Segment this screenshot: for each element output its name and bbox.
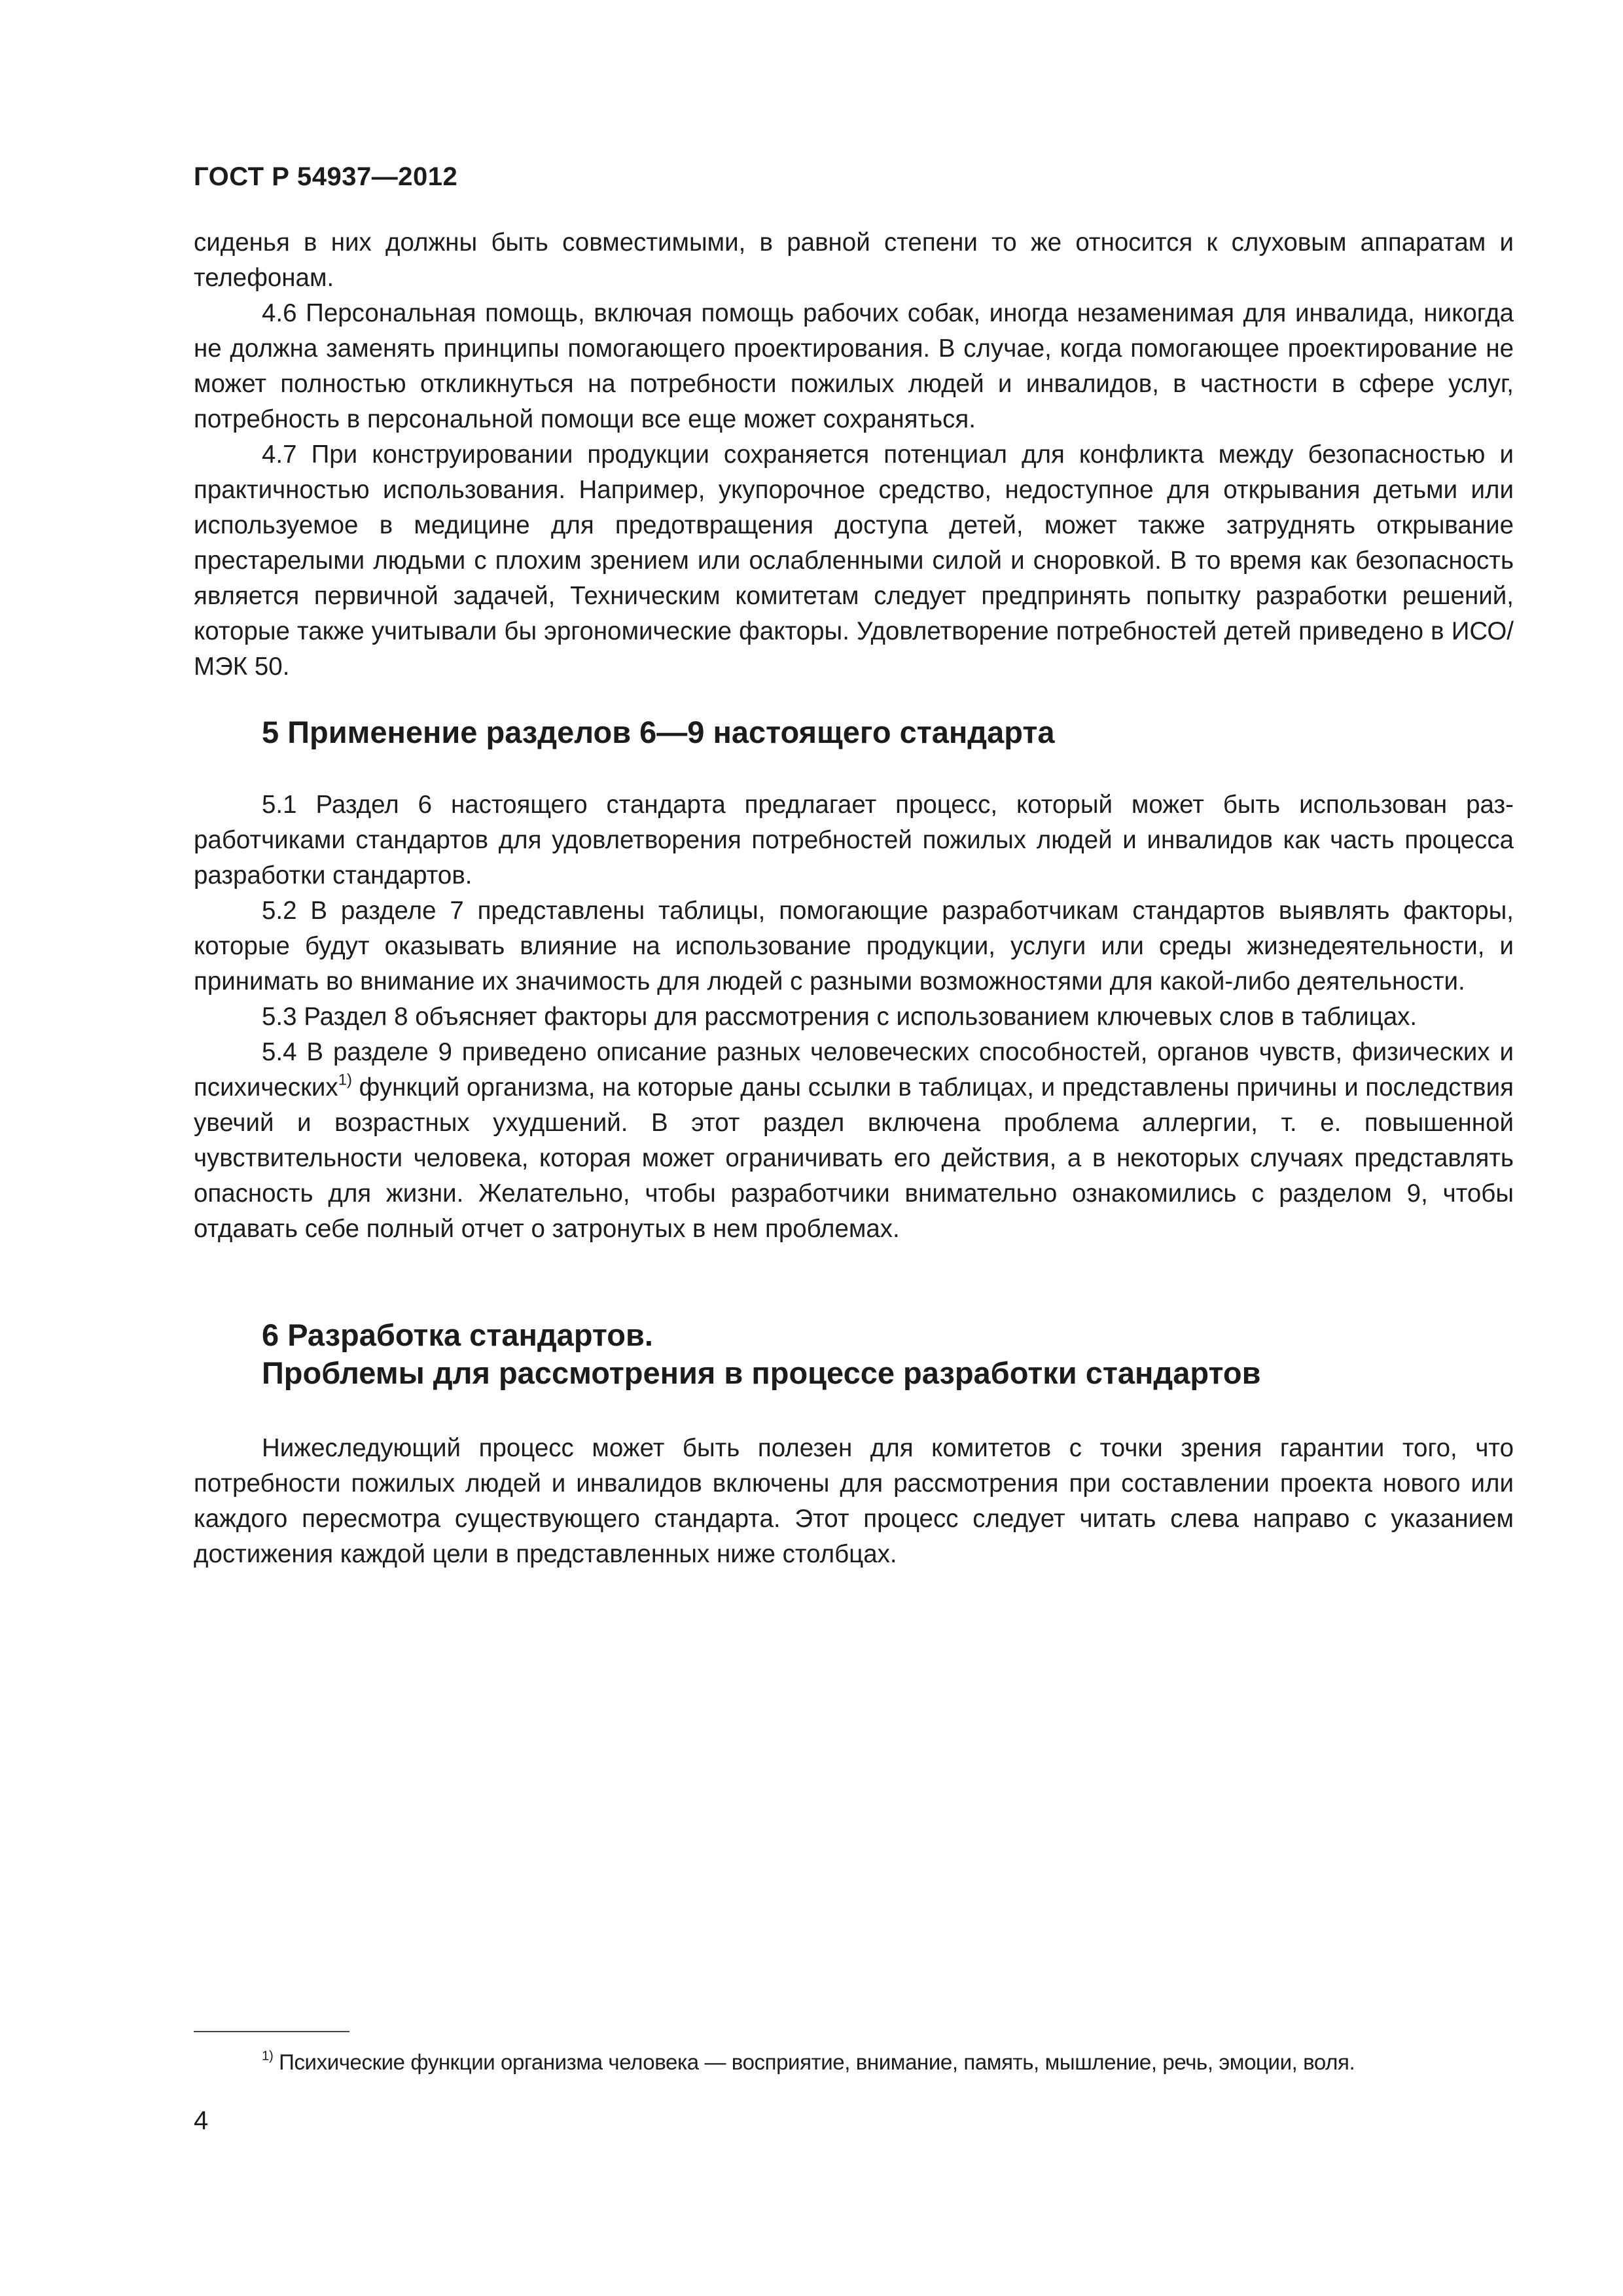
page-number: 4 [194,2106,209,2135]
paragraph-4-6: 4.6 Персональная помощь, включая помощь рабочих собак, иногда незаменимая для инвалида, никогда не должна заменять принципы помогающего проектирования. В случае, когда помогающее проектирование не может полностью откликнуться на потребности пожилых людей и инвалидов, в частности в сфере услуг, потребность в персональной помощи все еще может сохраняться. [194,299,1514,433]
paragraph-5-1: 5.1 Раздел 6 настоящего стандарта предлагает процесс, который может быть использован разработчиками стандартов для удовлетворения потребностей пожилых людей и инвалидов как часть процесса разработки стандартов. [194,791,1514,889]
paragraph-4-7: 4.7 При конструировании продукции сохраняется потенциал для конфликта между безопасностью и практичностью использования. Например, укупорочное средство, недоступное для открывания детьми или используемое в медицине для предотвращения доступа детей, может также затруднять открывание престарелыми людьми с плохим зрением или ослабленными силой и сноровкой. В то время как безопасность является первичной задачей, Техническим комитетам следует предпринять попытку разработки решений, которые также учитывали бы эргономические факторы. Удовлетворение потребностей детей приведено в ИСО/МЭК 50. [194,440,1514,681]
footnote-text: Психические функции организма человека — восприятие, внимание, память, мышление, речь, эмоции, воля. [273,2050,1355,2074]
footnote-divider [194,2031,349,2032]
paragraph-5-4-part-a: 5.4 В разделе 9 приведено описание разных человеческих способностей, органов чувств, физических и психических [194,1038,1514,1102]
section-6-body [194,1431,1514,1572]
paragraph-5-4-part-b: функций организма, на которые даны ссылки в таблицах, и представлены причины и последствия увечий и возрастных ухудшений. В этот раздел включена проблема аллергии, т. е. повышенной чувствительности человека, которая может ограничивать его действия, а в некоторых случаях представлять опасность для жизни. Желательно, чтобы разработчики внимательно ознакомились с разделом 9, чтобы отдавать себе полный отчет о затронутых в нем проблемах. [194,1073,1514,1243]
document-header-id: ГОСТ Р 54937—2012 [194,162,458,191]
paragraph-5-4 [194,1035,1514,1247]
footnote-ref-1[interactable]: 1) [338,1071,352,1089]
paragraph-5-3: 5.3 Раздел 8 объясняет факторы для рассмотрения с использованием ключевых слов в таблицах. [262,1003,1418,1031]
intro-block [194,225,1514,685]
section-5-heading: 5 Применение разделов 6—9 настоящего стандарта [262,715,1055,749]
footnote-1 [262,2047,1514,2077]
paragraph-continuation: сиденья в них должны быть совместимыми, в равной степени то же относится к слуховым аппаратам и телефонам. [194,228,1514,292]
section-5-body [194,787,1514,1247]
footnote-marker: 1) [262,2048,274,2064]
paragraph-6-intro: Нижеследующий процесс может быть полезен для комитетов с точки зрения гарантии того, что потребности пожилых людей и инвалидов включены для рассмотрения при составлении проекта нового или каждого пересмотра существующего стандарта. Этот процесс следует читать слева направо с указанием достижения каждой цели в представленных ниже столбцах. [194,1434,1514,1568]
section-6-heading-line-1: 6 Разработка стандартов. [262,1318,653,1352]
paragraph-5-2: 5.2 В разделе 7 представлены таблицы, помогающие разработчикам стандартов выявлять факторы, которые будут оказывать влияние на использование продукции, услуги или среды жизнедеятельности, и принимать во внимание их значимость для людей с разными возможностями для какой-либо деятельности. [194,897,1514,996]
section-6-heading-wrap [194,1316,1514,1392]
section-6-heading-line-2: Проблемы для рассмотрения в процессе разработки стандартов [262,1355,1261,1390]
section-5-heading-wrap [194,713,1514,751]
